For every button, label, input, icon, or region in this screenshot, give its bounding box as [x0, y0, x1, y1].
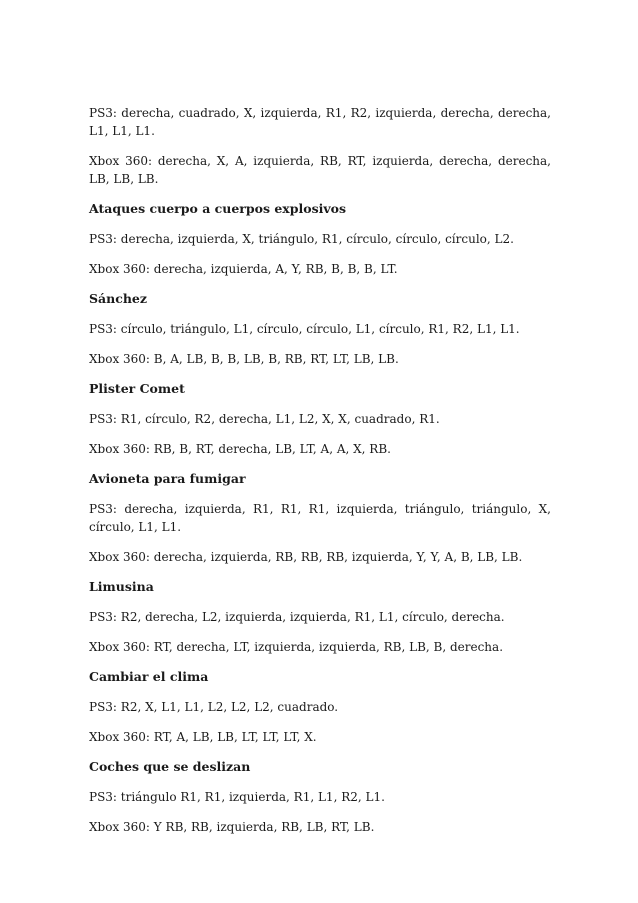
xbox-code: Xbox 360: RT, A, LB, LB, LT, LT, LT, X.	[89, 730, 317, 744]
xbox-code: Xbox 360: RB, B, RT, derecha, LB, LT, A, A, X, RB.	[89, 442, 391, 456]
section-heading: Ataques cuerpo a cuerpos explosivos	[89, 201, 347, 216]
ps3-code: PS3: derecha, izquierda, R1, R1, R1, izquierda, triángulo, triángulo, X, círculo, L1, L1.	[89, 502, 551, 534]
section-heading: Avioneta para fumigar	[89, 471, 246, 486]
section-heading: Coches que se deslizan	[89, 759, 251, 774]
ps3-code: PS3: R1, círculo, R2, derecha, L1, L2, X, X, cuadrado, R1.	[89, 412, 440, 426]
xbox-code: Xbox 360: RT, derecha, LT, izquierda, izquierda, RB, LB, B, derecha.	[89, 640, 504, 654]
ps3-code: PS3: derecha, izquierda, X, triángulo, R1, círculo, círculo, círculo, L2.	[89, 232, 514, 246]
ps3-code: PS3: R2, X, L1, L1, L2, L2, L2, cuadrado.	[89, 700, 339, 714]
ps3-code: PS3: triángulo R1, R1, izquierda, R1, L1, R2, L1.	[89, 790, 385, 804]
section-heading: Cambiar el clima	[89, 669, 209, 684]
document-page	[89, 104, 551, 848]
xbox-code: Xbox 360: Y RB, RB, izquierda, RB, LB, RT, LB.	[89, 820, 375, 834]
section-heading: Limusina	[89, 579, 154, 594]
ps3-code: PS3: R2, derecha, L2, izquierda, izquierda, R1, L1, círculo, derecha.	[89, 610, 505, 624]
xbox-code: Xbox 360: derecha, izquierda, RB, RB, RB, izquierda, Y, Y, A, B, LB, LB.	[89, 550, 523, 564]
ps3-code: PS3: derecha, cuadrado, X, izquierda, R1, R2, izquierda, derecha, derecha, L1, L1, L1.	[89, 106, 551, 138]
xbox-code: Xbox 360: derecha, izquierda, A, Y, RB, B, B, B, LT.	[89, 262, 398, 276]
section-heading: Sánchez	[89, 291, 147, 306]
xbox-code: Xbox 360: derecha, X, A, izquierda, RB, RT, izquierda, derecha, derecha, LB, LB, LB.	[89, 154, 551, 186]
ps3-code: PS3: círculo, triángulo, L1, círculo, círculo, L1, círculo, R1, R2, L1, L1.	[89, 322, 520, 336]
section-heading: Plister Comet	[89, 381, 185, 396]
xbox-code: Xbox 360: B, A, LB, B, B, LB, B, RB, RT, LT, LB, LB.	[89, 352, 399, 366]
